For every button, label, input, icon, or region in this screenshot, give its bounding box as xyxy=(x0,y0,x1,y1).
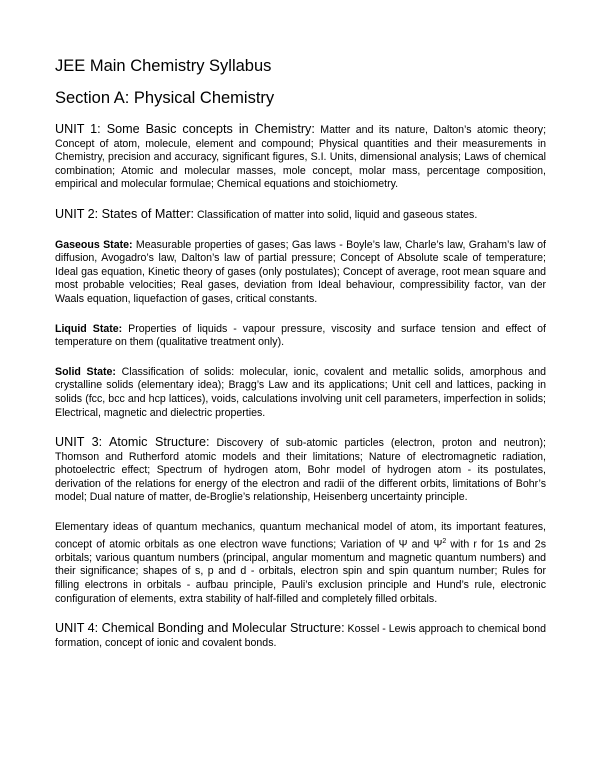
quantum-body-part-1: Elementary ideas of quantum mechanics, quantum mechanical model of atom, its important features, concept of atomic orbitals as one electron wave functions; Variation of Ψ and Ψ xyxy=(55,521,546,551)
liquid-state-heading: Liquid State: xyxy=(55,322,123,335)
unit-1-paragraph xyxy=(55,123,546,192)
solid-state-heading: Solid State: xyxy=(55,365,116,378)
gaseous-state-body: Measurable properties of gases; Gas laws - Boyle’s law, Charle’s law, Graham’s law of diffusion, Avogadro’s law, Dalton’s law of partial pressure; Concept of Absolute scale of temperature; Ideal gas equation, Kinetic theory of gases (only postulates); Concept of average, root mean square and most probable velocities; Real gases, deviation from Ideal behaviour, compressibility factor, van der Waals equation, liquefaction of gases, critical constants. xyxy=(55,238,546,305)
unit-3-body: Discovery of sub-atomic particles (electron, proton and neutron); Thomson and Rutherford atomic models and their limitations; Nature of electromagnetic radiation, photoelectric effect; Spectrum of hydrogen atom, Bohr model of hydrogen atom - its postulates, derivation of the relations for energy of the electron and radii of the different orbits, limitations of Bohr’s model; Dual nature of matter, de-Broglie’s relationship, Heisenberg uncertainty principle. xyxy=(55,437,547,504)
unit-1-body: Matter and its nature, Dalton’s atomic theory; Concept of atom, molecule, element and compound; Physical quantities and their measurements in Chemistry, precision and accuracy, significant figures, S.I. Units, dimensional analysis; Laws of chemical combination; Atomic and molecular masses, mole concept, molar mass, percentage composition, empirical and molecular formulae; Chemical equations and stoichiometry. xyxy=(55,124,547,191)
quantum-mechanics-paragraph xyxy=(55,521,546,606)
unit-2-body: Classification of matter into solid, liquid and gaseous states. xyxy=(194,208,478,221)
liquid-state-paragraph xyxy=(55,323,546,350)
solid-state-paragraph xyxy=(55,366,546,420)
unit-4-paragraph xyxy=(55,622,546,650)
superscript-two: 2 xyxy=(442,537,447,545)
unit-3-heading: UNIT 3: Atomic Structure: xyxy=(55,435,210,450)
quantum-body-part-2: with r for 1s and 2s orbitals; various quantum numbers (principal, angular momentum and magnetic quantum numbers) and their significance; shapes of s, p and d - orbitals, electron spin and spin quantum number; Rules for filling electrons in orbitals - aufbau principle, Pauli’s exclusion principle and Hund’s rule, electronic configuration of elements, extra stability of half-filled and completely filled orbitals. xyxy=(55,538,546,605)
gaseous-state-heading: Gaseous State: xyxy=(55,238,133,251)
unit-2-heading: UNIT 2: States of Matter: xyxy=(55,206,195,221)
gaseous-state-paragraph xyxy=(55,239,546,307)
unit-4-body: Kossel - Lewis approach to chemical bond formation, concept of ionic and covalent bonds. xyxy=(55,623,547,649)
unit-1-heading: UNIT 1: Some Basic concepts in Chemistry: xyxy=(55,122,315,136)
unit-3-paragraph xyxy=(55,436,546,505)
unit-4-heading: UNIT 4: Chemical Bonding and Molecular Structure: xyxy=(55,621,345,636)
document-title: JEE Main Chemistry Syllabus xyxy=(55,57,272,75)
section-title: Section A: Physical Chemistry xyxy=(55,89,275,107)
unit-2-paragraph xyxy=(55,208,546,223)
solid-state-body: Classification of solids: molecular, ionic, covalent and metallic solids, amorphous and crystalline solids (elementary idea); Bragg’s Law and its applications; Unit cell and lattices, packing in solids (fcc, bcc and hcp lattices), voids, calculations involving unit cell parameters, imperfection in solids; Electrical, magnetic and dielectric properties. xyxy=(55,365,546,419)
liquid-state-body: Properties of liquids - vapour pressure, viscosity and surface tension and effect of temperature on them (qualitative treatment only). xyxy=(55,322,546,349)
